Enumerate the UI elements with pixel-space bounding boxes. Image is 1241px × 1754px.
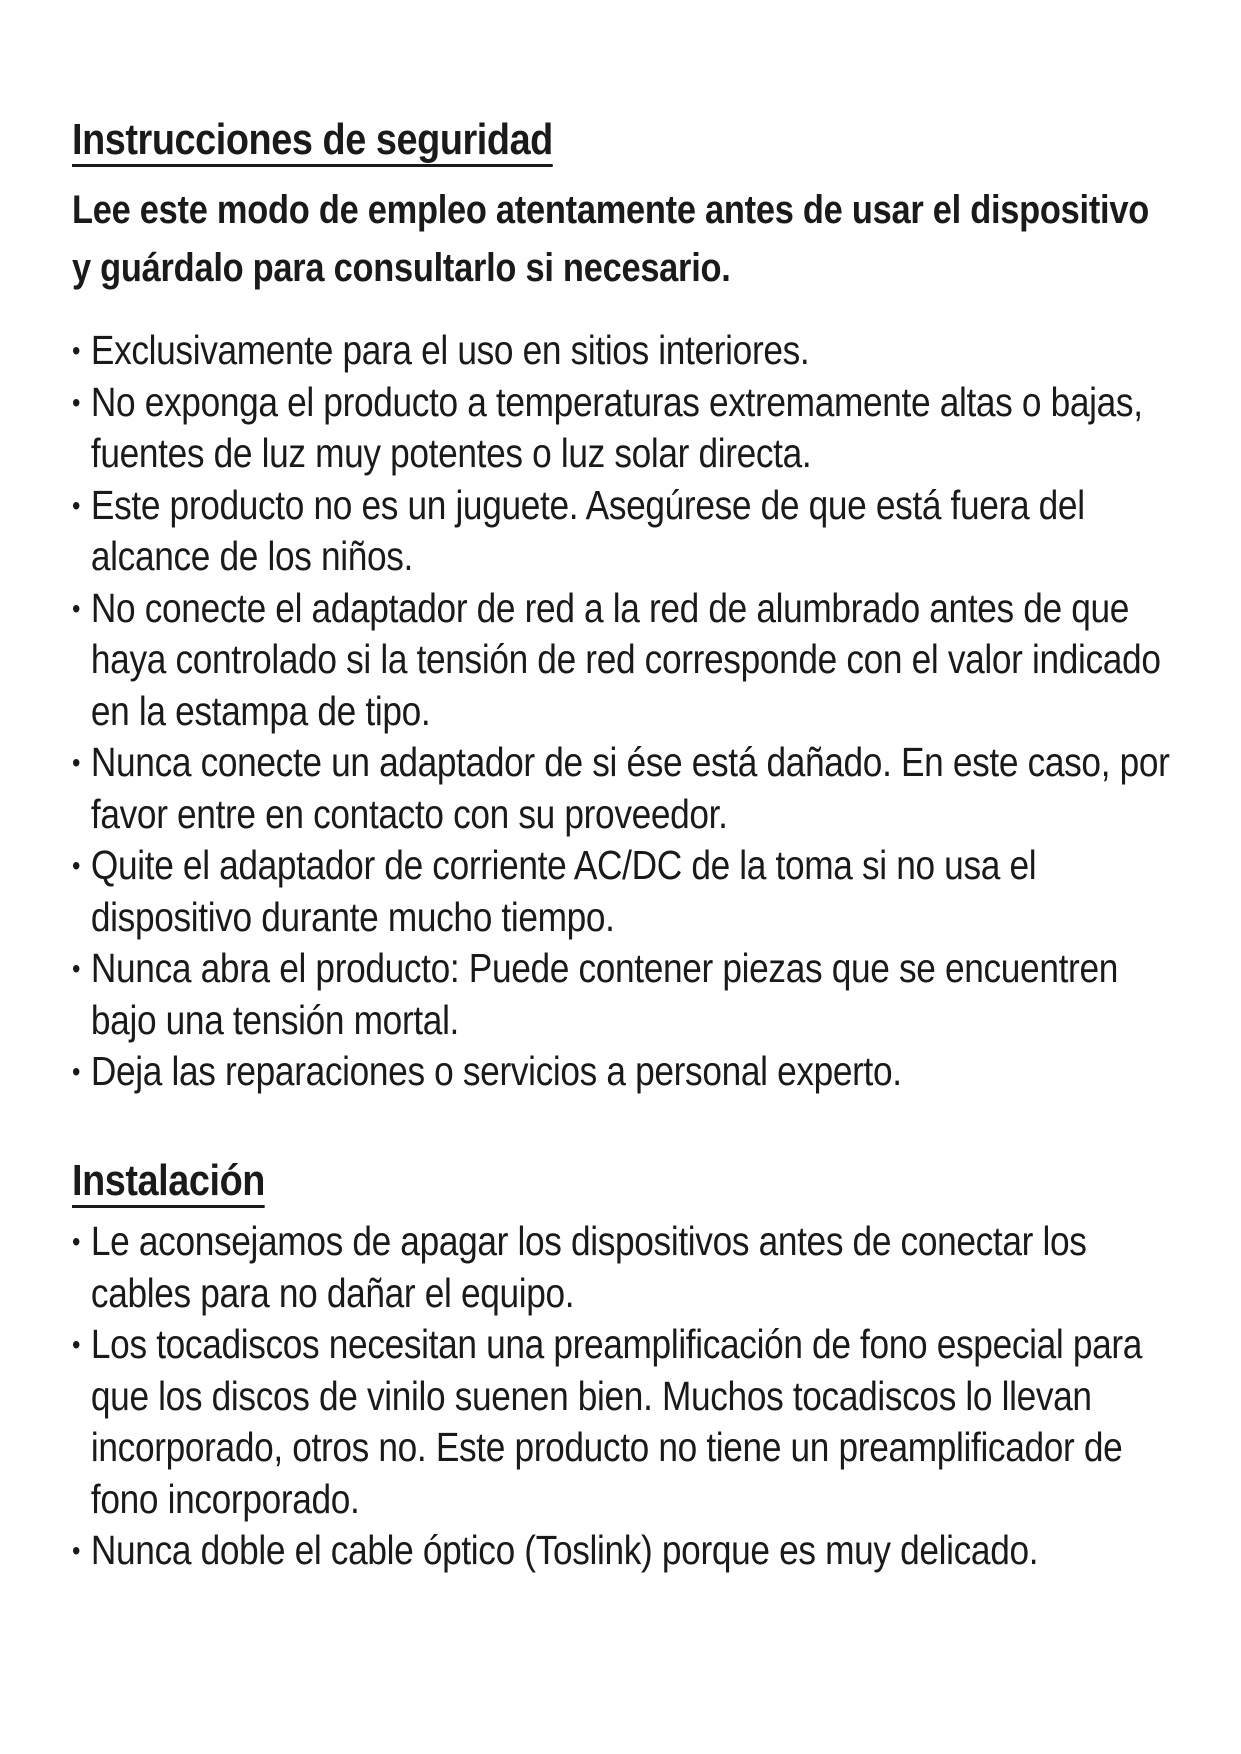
safety-item-text: Este producto no es un juguete. Asegúrese de que está fuera del alcance de los niños. (90, 481, 1085, 579)
installation-item-text: Le aconsejamos de apagar los dispositivos antes de conectar los cables para no dañar el equipo. (90, 1218, 1087, 1316)
safety-intro: Lee este modo de empleo atentamente antes de usar el dispositivo y guárdalo para consultarlo si necesario. (72, 188, 1149, 290)
safety-item (72, 325, 1181, 377)
bullet-icon: • (72, 386, 81, 418)
installation-list (72, 1216, 1181, 1577)
bullet-icon: • (72, 1535, 81, 1566)
bullet-icon: • (72, 1329, 81, 1360)
document-page (72, 115, 1182, 1577)
safety-item-text: Nunca conecte un adaptador de si ése está dañado. En este caso, por favor entre en contacto con su proveedor. (90, 739, 1170, 837)
installation-item (72, 1216, 1181, 1319)
safety-item (72, 840, 1181, 943)
installation-item-text: Nunca doble el cable óptico (Toslink) porque es muy delicado. (90, 1527, 1039, 1573)
bullet-icon: • (72, 592, 81, 624)
bullet-icon: • (72, 747, 81, 778)
bullet-icon: • (72, 1226, 81, 1257)
safety-item (72, 583, 1181, 738)
installation-item-text: Los tocadiscos necesitan una preamplificación de fono especial para que los discos de vinilo suenen bien. Muchos tocadiscos lo llevan incorporado, otros no. Este producto no tiene un preamplificador de fono incorporado. (90, 1321, 1143, 1522)
safety-item (72, 1046, 1181, 1098)
installation-item (72, 1319, 1181, 1525)
safety-item (72, 377, 1181, 480)
safety-item-text: Deja las reparaciones o servicios a personal experto. (90, 1048, 902, 1094)
safety-item-text: Exclusivamente para el uso en sitios interiores. (90, 327, 810, 373)
safety-item-text: No exponga el producto a temperaturas extremamente altas o bajas, fuentes de luz muy potentes o luz solar directa. (90, 378, 1143, 476)
safety-item-text: Nunca abra el producto: Puede contener piezas que se encuentren bajo una tensión mortal. (90, 945, 1118, 1043)
bullet-icon: • (72, 335, 81, 366)
safety-item-text: Quite el adaptador de corriente AC/DC de la toma si no usa el dispositivo durante mucho tiempo. (90, 842, 1037, 940)
safety-item (72, 480, 1181, 583)
safety-heading: Instrucciones de seguridad (72, 118, 553, 167)
installation-heading: Instalación (72, 1159, 265, 1208)
safety-item (72, 943, 1181, 1046)
installation-item (72, 1525, 1181, 1577)
safety-item (72, 737, 1181, 840)
bullet-icon: • (72, 850, 81, 881)
safety-list (72, 325, 1181, 1145)
safety-item-text: No conecte el adaptador de red a la red de alumbrado antes de que haya controlado si la tensión de red corresponde con el valor indicado en la estampa de tipo. (90, 584, 1161, 734)
bullet-icon: • (72, 1056, 81, 1087)
bullet-icon: • (72, 489, 81, 521)
bullet-icon: • (72, 953, 81, 984)
installation-heading-wrap (72, 1156, 1182, 1208)
